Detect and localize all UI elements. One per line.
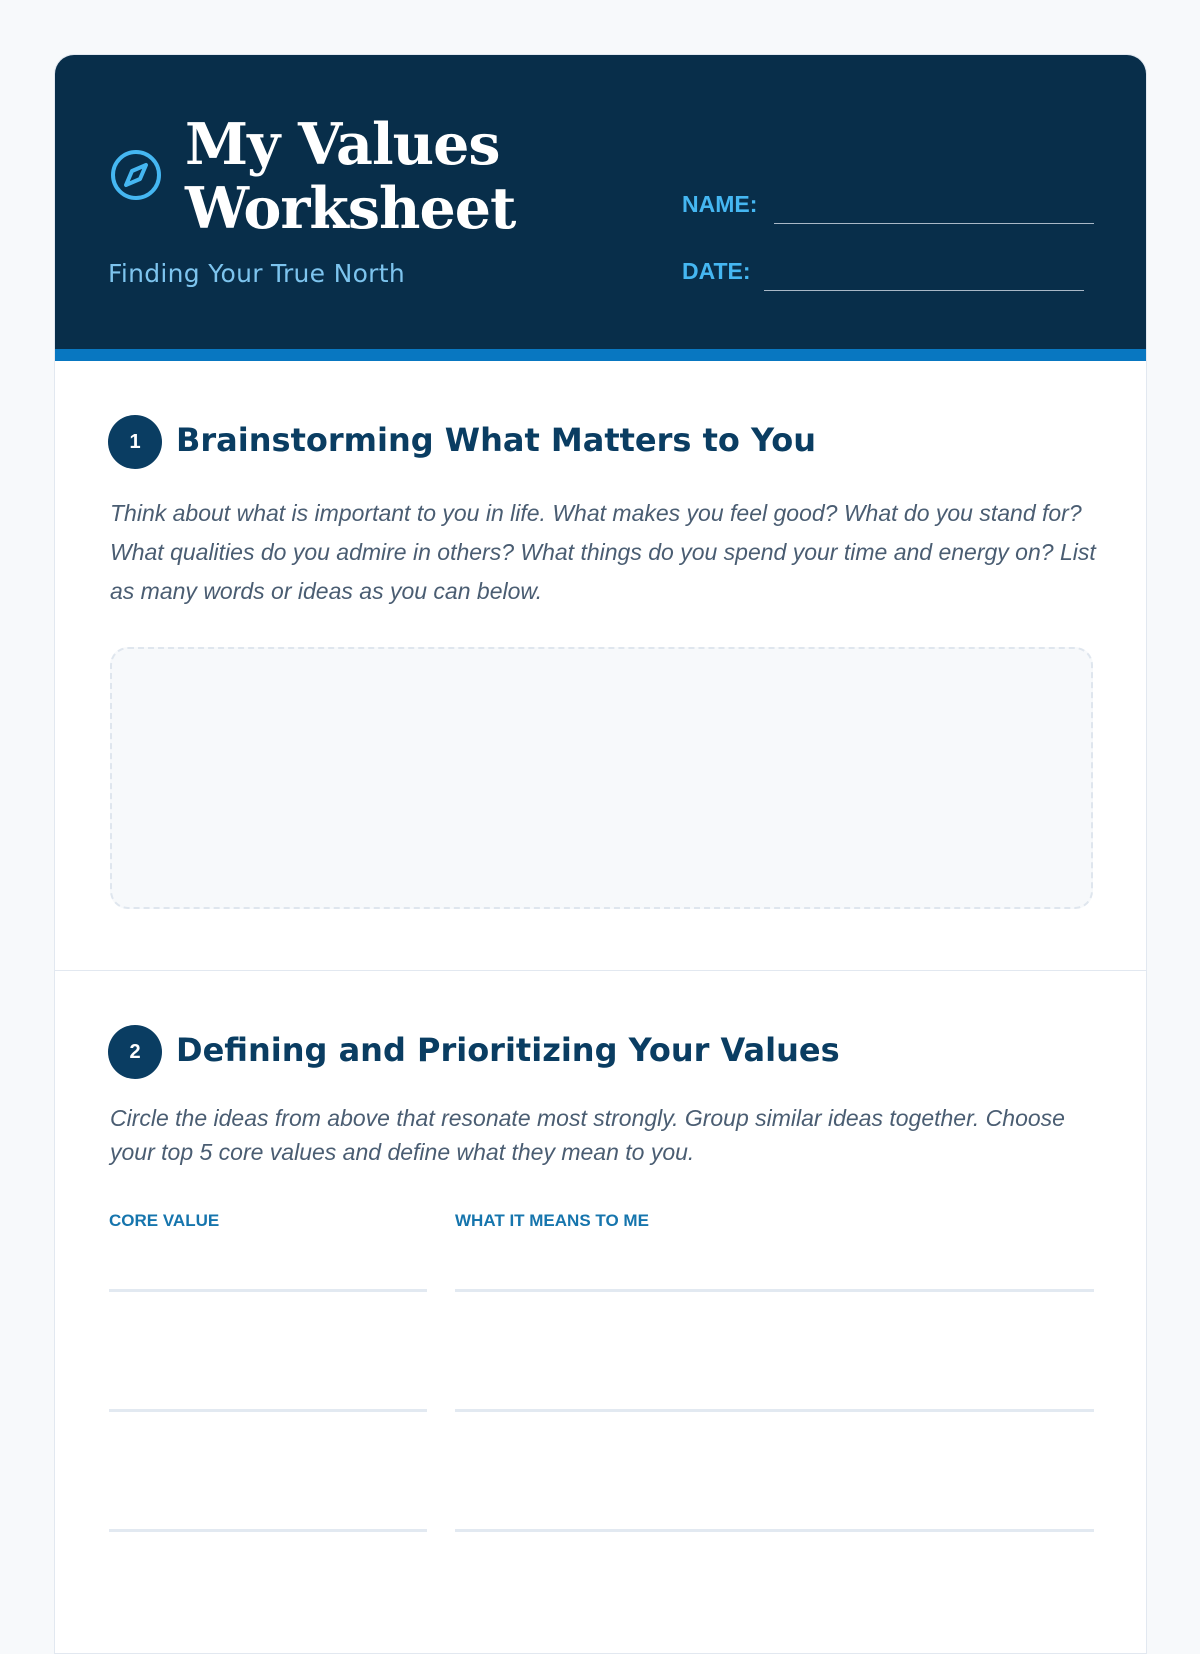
date-input-line[interactable] <box>764 290 1084 291</box>
page-title: My Values Worksheet <box>185 111 516 242</box>
section-title: Defining and Prioritizing Your Values <box>176 1031 840 1069</box>
page-subtitle: Finding Your True North <box>108 259 406 288</box>
core-value-line[interactable] <box>109 1409 427 1412</box>
section-prioritizing <box>55 971 1146 1601</box>
meaning-line[interactable] <box>455 1409 1094 1412</box>
core-value-line[interactable] <box>109 1289 427 1292</box>
meaning-column-header: WHAT IT MEANS TO ME <box>455 1211 649 1230</box>
date-label: DATE: <box>682 258 751 284</box>
section-instructions: Circle the ideas from above that resonate most strongly. Group similar ideas together. Choose your top 5 core values and define what they mean to you. <box>110 1105 1065 1165</box>
name-label: NAME: <box>682 191 758 217</box>
compass-icon <box>109 148 163 202</box>
section-number-badge: 2 <box>108 1025 162 1079</box>
core-value-line[interactable] <box>109 1529 427 1532</box>
worksheet-card <box>54 54 1147 1654</box>
meaning-line[interactable] <box>455 1289 1094 1292</box>
section-instructions: Think about what is important to you in life. What makes you feel good? What do you stand for? What qualities do you admire in others? What things do you spend your time and energy on? List as many words or ideas as you can below. <box>110 500 1096 604</box>
section-title: Brainstorming What Matters to You <box>176 421 816 459</box>
core-value-column-header: CORE VALUE <box>109 1211 220 1230</box>
meaning-line[interactable] <box>455 1529 1094 1532</box>
name-input-line[interactable] <box>774 223 1094 224</box>
section-number-badge: 1 <box>108 415 162 469</box>
brainstorm-writing-area[interactable] <box>110 647 1093 909</box>
section-brainstorming <box>55 361 1146 971</box>
worksheet-header <box>55 55 1146 361</box>
